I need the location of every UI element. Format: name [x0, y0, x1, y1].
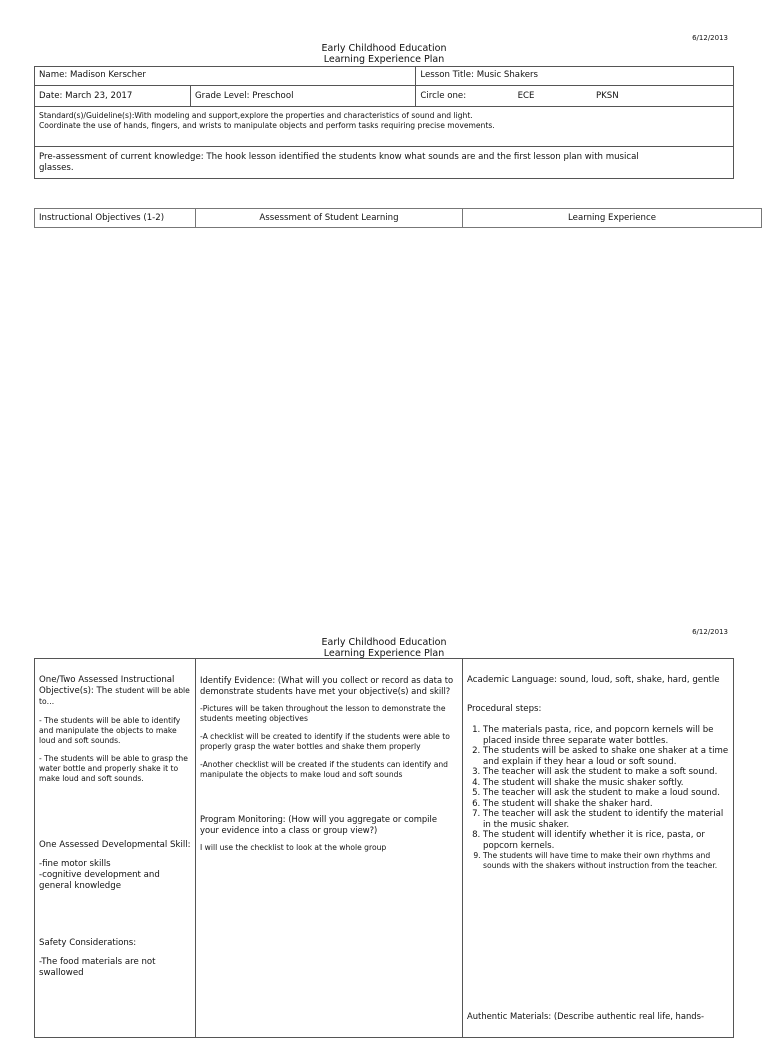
circle-one-cell — [416, 86, 734, 107]
authentic-materials: Authentic Materials: (Describe authentic real life, hands- — [467, 1011, 705, 1021]
page2-date: 6/12/2013 — [692, 628, 728, 636]
safety-1: -The food materials are not swallowed — [39, 957, 156, 978]
col-header-assessment: Assessment of Student Learning — [196, 209, 463, 228]
preassessment-cell — [35, 147, 734, 179]
learning-column — [463, 659, 734, 1038]
page1-title-line2: Learning Experience Plan — [323, 54, 445, 65]
monitoring-1: I will use the checklist to look at the whole group — [200, 843, 387, 852]
step-item: 1. The materials pasta, rice, and popcorn kernels will be placed inside three separate water bottles. — [483, 725, 729, 746]
date-cell: Date: March 23, 2017 — [35, 86, 191, 107]
lesson-title-cell: Lesson Title: Music Shakers — [416, 67, 734, 86]
page1-title — [0, 43, 768, 65]
step-item: 8. The student will identify whether it is rice, pasta, or popcorn kernels. — [483, 830, 729, 851]
procedural-steps — [467, 725, 729, 871]
evidence-2: -A checklist will be created to identify if the students were able to properly grasp the water bottles and shake them properly — [200, 732, 450, 751]
safety-heading: Safety Considerations: — [39, 938, 137, 948]
page2-title-line1: Early Childhood Education — [321, 637, 447, 648]
evidence-1: -Pictures will be taken throughout the lesson to demonstrate the students meeting objectives — [200, 704, 446, 723]
objectives-heading: One/Two Assessed Instructional Objective(s): The student will be able to… — [39, 675, 190, 706]
objective-1: - The students will be able to identify and manipulate the objects to make loud and soft sounds. — [39, 716, 181, 745]
preassessment-line2: glasses. — [39, 163, 74, 173]
lesson-info-table — [34, 66, 734, 179]
circle-ece: ECE — [517, 91, 535, 101]
standards-line2: Coordinate the use of hands, fingers, and wrists to manipulate objects and perform tasks requiring precise movements. — [39, 121, 495, 130]
academic-language: Academic Language: sound, loud, soft, shake, hard, gentle — [467, 675, 720, 685]
page1-date: 6/12/2013 — [692, 34, 728, 42]
standards-line1: Standard(s)/Guideline(s):With modeling and support,explore the properties and characteristics of sound and light. — [39, 111, 473, 120]
circle-one-label: Circle one: — [420, 91, 467, 101]
lesson-plan-table — [34, 658, 734, 1038]
objectives-header-table — [34, 208, 762, 228]
preassessment-line1: Pre-assessment of current knowledge: The hook lesson identified the students know what sounds are and the first lesson plan with musical — [39, 152, 639, 162]
evidence-3: -Another checklist will be created if the students can identify and manipulate the objects to make loud and soft sounds — [200, 760, 448, 779]
page2-title — [0, 637, 768, 659]
objective-2: - The students will be able to grasp the water bottle and properly shake it to make loud and soft sounds. — [39, 754, 188, 783]
col-header-learning: Learning Experience — [463, 209, 762, 228]
circle-pksn: PKSN — [595, 91, 619, 101]
step-item: 9. The students will have time to make their own rhythms and sounds with the shakers without instruction from the teacher. — [483, 851, 729, 871]
assessment-column — [196, 659, 463, 1038]
step-item: 4. The student will shake the music shaker softly. — [483, 778, 729, 789]
procedural-heading: Procedural steps: — [467, 704, 542, 714]
grade-level-cell: Grade Level: Preschool — [191, 86, 416, 107]
identify-evidence: Identify Evidence: (What will you collect or record as data to demonstrate students have met your objective(s) and skill? — [200, 675, 454, 696]
step-item: 7. The teacher will ask the student to identify the material in the music shaker. — [483, 809, 729, 830]
dev-skill-2: -cognitive development and general knowledge — [39, 870, 160, 891]
objectives-column — [35, 659, 196, 1038]
page1-title-line1: Early Childhood Education — [321, 43, 447, 54]
dev-skill-heading: One Assessed Developmental Skill: — [39, 840, 191, 850]
step-item: 2. The students will be asked to shake one shaker at a time and explain if they hear a loud or soft sound. — [483, 746, 729, 767]
dev-skill-1: -fine motor skills — [39, 859, 111, 869]
step-item: 5. The teacher will ask the student to make a loud sound. — [483, 788, 729, 799]
col-header-objectives: Instructional Objectives (1-2) — [35, 209, 196, 228]
name-cell: Name: Madison Kerscher — [35, 67, 416, 86]
standards-cell — [35, 107, 734, 147]
program-monitoring: Program Monitoring: (How will you aggregate or compile your evidence into a class or group view?) — [200, 814, 437, 835]
step-item: 6. The student will shake the shaker hard. — [483, 799, 729, 810]
step-item: 3. The teacher will ask the student to make a soft sound. — [483, 767, 729, 778]
page2-title-line2: Learning Experience Plan — [323, 648, 445, 659]
